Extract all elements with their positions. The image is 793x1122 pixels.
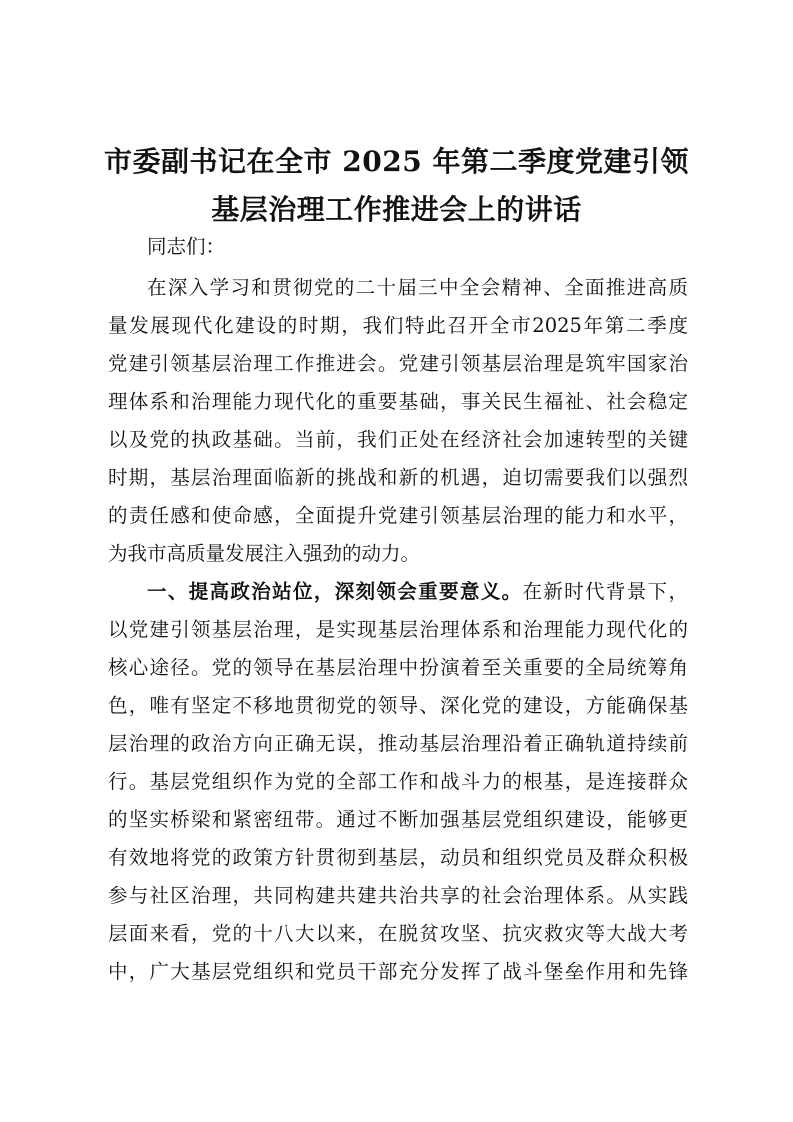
paragraph-1-line: 在深入学习和贯彻党的二十届三中全会精神、全面推进高质 bbox=[147, 276, 688, 299]
document-title-line-1: 市委副书记在全市 2025 年第二季度党建引领 bbox=[104, 145, 689, 178]
section-1-line: 行。基层党组织作为党的全部工作和战斗力的根基，是连接群众 bbox=[108, 770, 688, 793]
section-1-line: 参与社区治理，共同构建共建共治共享的社会治理体系。从实践 bbox=[108, 884, 688, 907]
greeting: 同志们： bbox=[147, 235, 226, 258]
section-1-line: 中，广大基层党组织和党员干部充分发挥了战斗堡垒作用和先锋 bbox=[108, 960, 688, 983]
paragraph-1-line: 量发展现代化建设的时期，我们特此召开全市2025年第二季度 bbox=[108, 314, 688, 337]
paragraph-1-line: 党建引领基层治理工作推进会。党建引领基层治理是筑牢国家治 bbox=[108, 352, 688, 375]
section-1-first-line-rest: 在新时代背景下， bbox=[522, 580, 688, 603]
section-1-heading: 一、提高政治站位，深刻领会重要意义。 bbox=[147, 580, 523, 603]
paragraph-1-line: 的责任感和使命感，全面提升党建引领基层治理的能力和水平， bbox=[108, 504, 688, 527]
section-1-line: 有效地将党的政策方针贯彻到基层，动员和组织党员及群众积极 bbox=[108, 846, 688, 869]
section-1-first-line bbox=[147, 578, 688, 606]
section-1-line: 的坚实桥梁和紧密纽带。通过不断加强基层党组织建设，能够更 bbox=[108, 808, 688, 831]
section-1-line: 色，唯有坚定不移地贯彻党的领导、深化党的建设，方能确保基 bbox=[108, 694, 688, 717]
paragraph-1-line: 时期，基层治理面临新的挑战和新的机遇，迫切需要我们以强烈 bbox=[108, 466, 688, 489]
section-1-line: 核心途径。党的领导在基层治理中扮演着至关重要的全局统筹角 bbox=[108, 656, 688, 679]
section-1-line: 以党建引领基层治理，是实现基层治理体系和治理能力现代化的 bbox=[108, 618, 688, 641]
section-1-line: 层面来看，党的十八大以来，在脱贫攻坚、抗灾救灾等大战大考 bbox=[108, 922, 688, 945]
paragraph-1-line: 为我市高质量发展注入强劲的动力。 bbox=[108, 542, 421, 565]
paragraph-1-line: 以及党的执政基础。当前，我们正处在经济社会加速转型的关键 bbox=[108, 428, 688, 451]
paragraph-1-line: 理体系和治理能力现代化的重要基础，事关民生福祉、社会稳定 bbox=[108, 390, 688, 413]
document-title-line-2: 基层治理工作推进会上的讲话 bbox=[211, 193, 582, 226]
section-1-line: 层治理的政治方向正确无误，推动基层治理沿着正确轨道持续前 bbox=[108, 732, 688, 755]
